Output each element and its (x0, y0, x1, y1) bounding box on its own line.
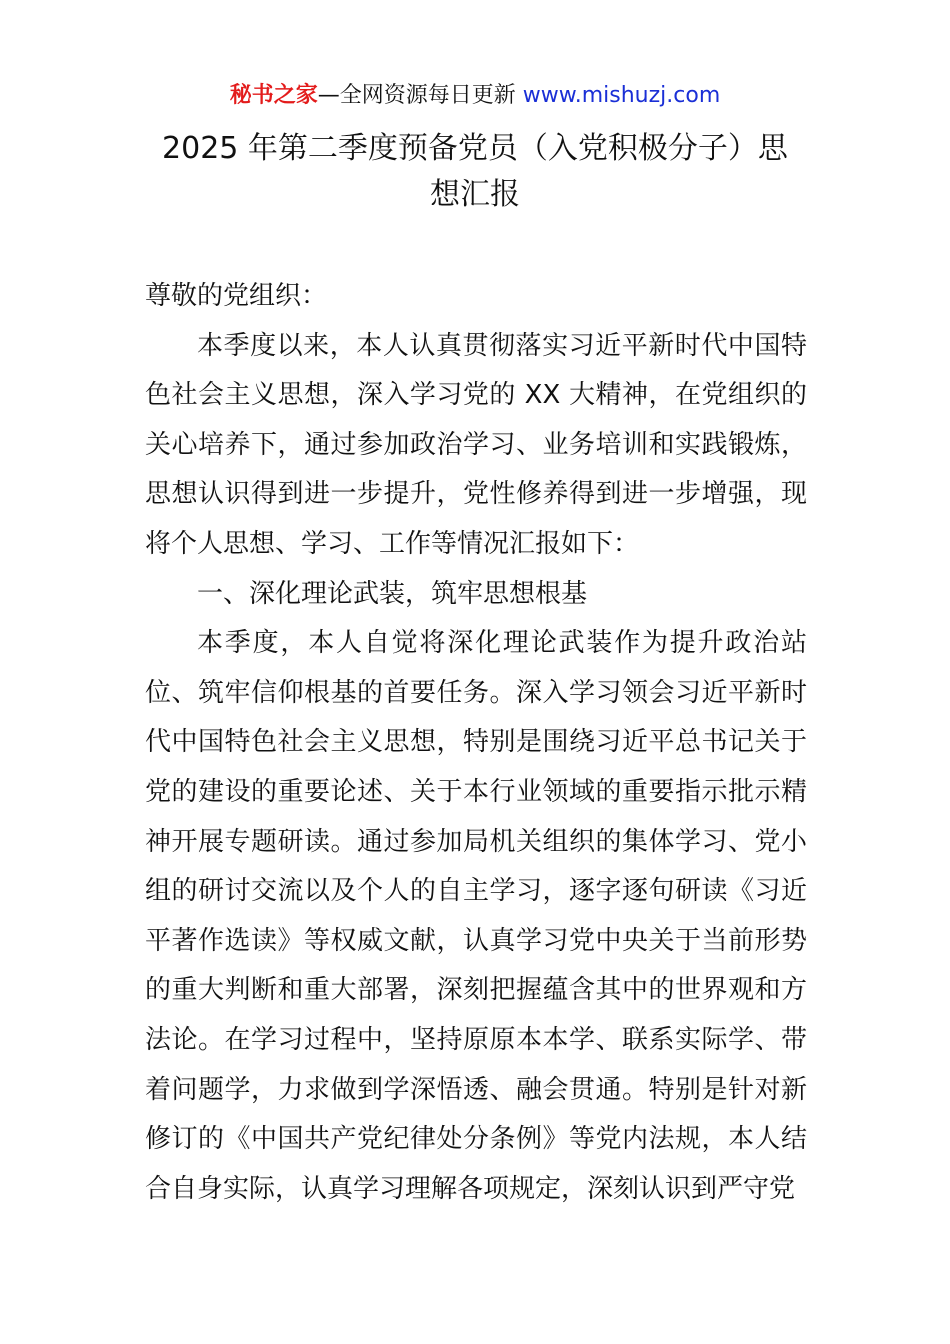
site-header (0, 80, 950, 112)
section-heading-1: 一、深化理论武装，筑牢思想根基 (197, 578, 588, 609)
paragraph-section-1: 本季度，本人自觉将深化理论武装作为提升政治站位、筑牢信仰根基的首要任务。深入学习领会习近平新时代中国特色社会主义思想，特别是围绕习近平总书记关于党的建设的重要论述、关于本行业领域的重要指示批示精神开展专题研读。通过参加局机关组织的集体学习、党小组的研讨交流以及个人的自主学习，逐字逐句研读《习近平著作选读》等权威文献，认真学习党中央关于当前形势的重大判断和重大部署，深刻把握蕴含其中的世界观和方法论。在学习过程中，坚持原原本本学、联系实际学、带着问题学，力求做到学深悟透、融会贯通。特别是针对新修订的《中国共产党纪律处分条例》等党内法规，本人结合自身实际，认真学习理解各项规定，深刻认识到严守党 (145, 628, 807, 1204)
salutation: 尊敬的党组织： (145, 281, 328, 311)
site-url-link[interactable]: www.mishuzj.com (522, 83, 721, 108)
header-tagline: —全网资源每日更新 (317, 83, 523, 108)
title-line-1: 2025 年第二季度预备党员（入党积极分子）思 (162, 131, 788, 166)
document-body (145, 272, 807, 1214)
brand-name: 秘书之家 (229, 83, 318, 108)
title-line-2: 想汇报 (430, 177, 520, 212)
document-title (145, 126, 805, 218)
paragraph-intro: 本季度以来，本人认真贯彻落实习近平新时代中国特色社会主义思想，深入学习党的 XX 大精神，在党组织的关心培养下，通过参加政治学习、业务培训和实践锻炼，思想认识得到进一步提升，党性修养得到进一步增强，现将个人思想、学习、工作等情况汇报如下： (145, 330, 807, 559)
